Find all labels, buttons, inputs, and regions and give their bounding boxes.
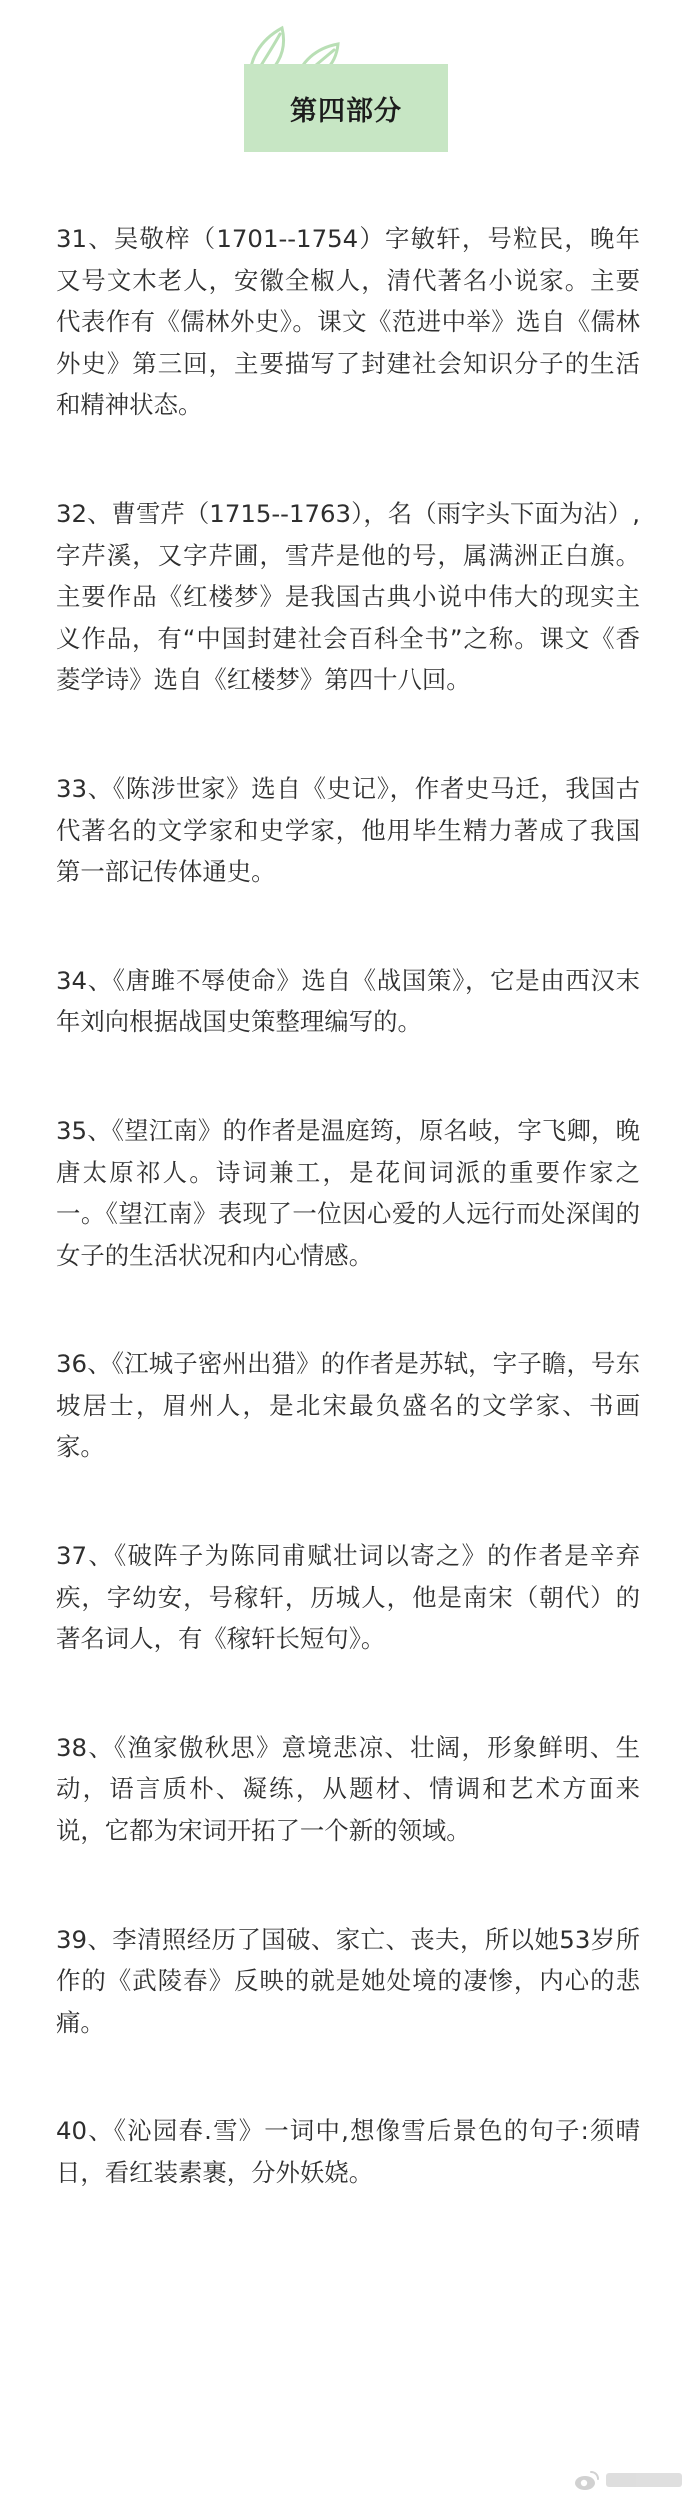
note-item: 39、李清照经历了国破、家亡、丧夫，所以她53岁所作的《武陵春》反映的就是她处境的凄惨，内心的悲痛。 (56, 1924, 640, 2037)
weibo-logo-icon (574, 2469, 600, 2491)
note-item: 37、《破阵子为陈同甫赋壮词以寄之》的作者是辛弃疾，字幼安，号稼轩，历城人，他是南宋（朝代）的著名词人，有《稼轩长短句》。 (56, 1541, 640, 1654)
section-badge (244, 64, 448, 152)
watermark (574, 2465, 682, 2495)
section-title: 第四部分 (290, 95, 402, 127)
note-item: 33、《陈涉世家》选自《史记》，作者史马迁，我国古代著名的文学家和史学家，他用毕生精力著成了我国第一部记传体通史。 (56, 773, 640, 887)
note-item: 31、吴敬梓（1701--1754）字敏轩，号粒民，晚年又号文木老人，安徽全椒人，清代著名小说家。主要代表作有《儒林外史》。课文《范进中举》选自《儒林外史》第三回，主要描写了封建社会知识分子的生活和精神状态。 (56, 224, 640, 420)
watermark-text-block (606, 2473, 682, 2487)
note-item: 35、《望江南》的作者是温庭筠，原名岐，字飞卿，晚唐太原祁人。诗词兼工，是花间词派的重要作家之一。《望江南》表现了一位因心爱的人远行而处深闺的女子的生活状况和内心情感。 (56, 1115, 640, 1270)
note-item: 32、曹雪芹（1715--1763），名（雨字头下面为沾）,字芹溪，又字芹圃，雪芹是他的号，属满洲正白旗。主要作品《红楼梦》是我国古典小说中伟大的现实主义作品，有“中国封建社会百科全书”之称。课文《香菱学诗》选自《红楼梦》第四十八回。 (56, 498, 640, 695)
note-item: 34、《唐雎不辱使命》选自《战国策》，它是由西汉末年刘向根据战国史策整理编写的。 (56, 965, 640, 1037)
note-item: 40、《沁园春.雪》一词中,想像雪后景色的句子:须晴日，看红装素裹，分外妖娆。 (56, 2116, 640, 2187)
note-item: 38、《渔家傲秋思》意境悲凉、壮阔，形象鲜明、生动，语言质朴、凝练，从题材、情调和艺术方面来说，它都为宋词开拓了一个新的领域。 (56, 1732, 640, 1846)
section-header (0, 0, 690, 170)
notes-list (56, 218, 640, 2194)
note-item: 36、《江城子密州出猎》的作者是苏轼，字子瞻，号东坡居士，眉州人，是北宋最负盛名的文学家、书画家。 (56, 1349, 640, 1462)
